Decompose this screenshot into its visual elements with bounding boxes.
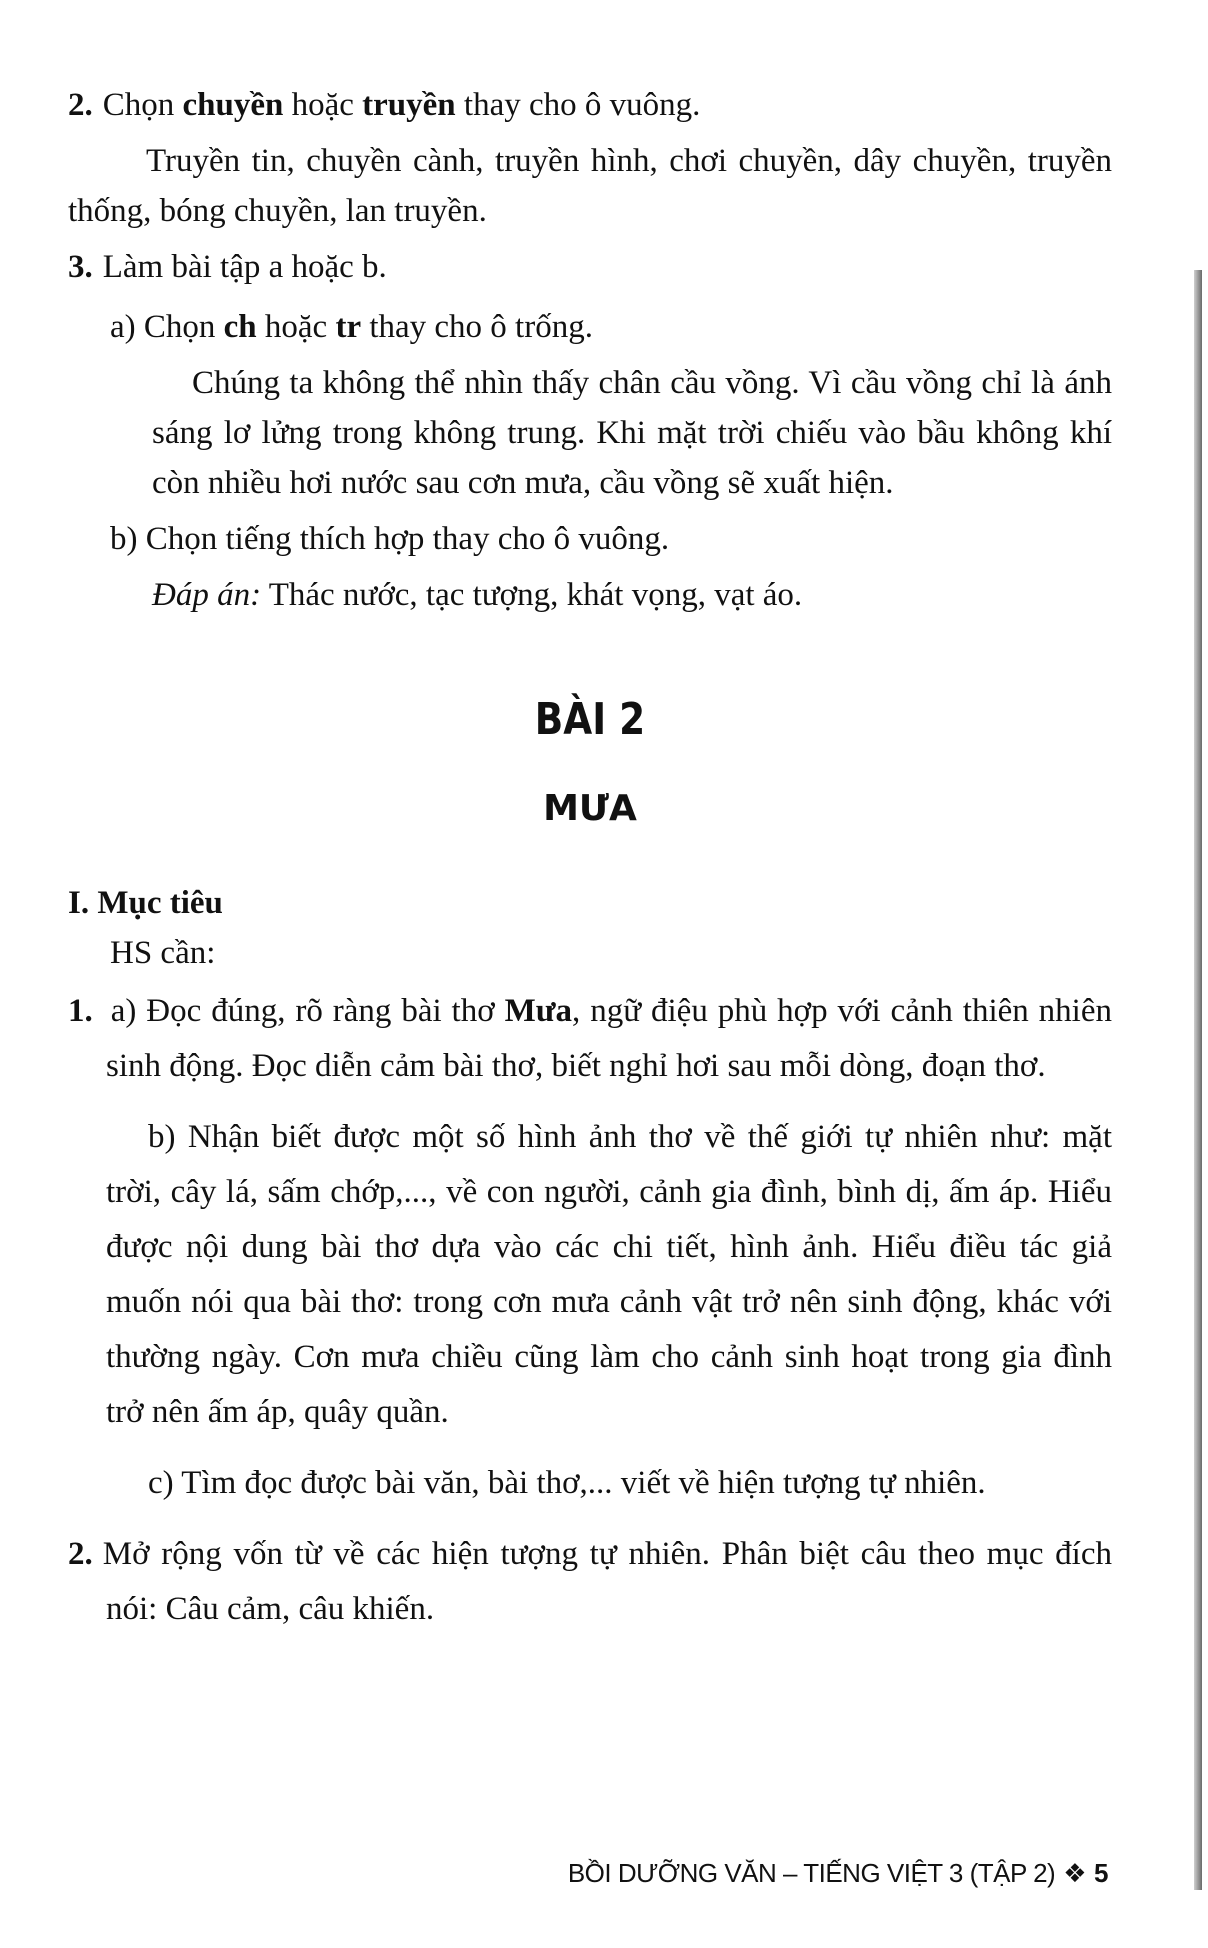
lesson-title: MƯA	[543, 788, 637, 829]
page-footer	[568, 1856, 1108, 1891]
item-3-prompt: 3. Làm bài tập a hoặc b.	[68, 249, 387, 285]
objective-1	[68, 984, 1112, 1511]
item-3a-prompt: a) Chọn ch hoặc tr thay cho ô trống.	[110, 309, 593, 345]
objective-1a: 1. a) Đọc đúng, rõ ràng bài thơ Mưa, ngữ điệu phù hợp với cảnh thiên nhiên sinh động. Đọc diễn cảm bài thơ, biết nghỉ hơi sau mỗi dòng, đoạn thơ.	[68, 993, 1112, 1084]
item-2-prompt: 2. Chọn chuyền hoặc truyền thay cho ô vuông.	[68, 87, 701, 123]
ornament-icon: ❖	[1063, 1859, 1087, 1889]
objectives-intro: HS cần:	[110, 935, 216, 971]
lesson-number: BÀI 2	[534, 694, 646, 745]
page-number: 5	[1094, 1858, 1108, 1888]
page-content	[68, 80, 1112, 1637]
item-3b-prompt: b) Chọn tiếng thích hợp thay cho ô vuông.	[110, 521, 670, 557]
page-edge-shadow	[1194, 270, 1202, 1890]
item-2-body: Truyền tin, chuyền cành, truyền hình, chơi chuyền, dây chuyền, truyền thống, bóng chuyền, lan truyền.	[68, 143, 1112, 229]
item-3b-answer: Đáp án: Thác nước, tạc tượng, khát vọng, vạt áo.	[152, 577, 803, 613]
objective-1c: c) Tìm đọc được bài văn, bài thơ,... viết về hiện tượng tự nhiên.	[148, 1465, 986, 1501]
section-objectives-title: I. Mục tiêu	[68, 885, 223, 921]
footer-book-title: BỒI DƯỠNG VĂN – TIẾNG VIỆT 3 (TẬP 2)	[567, 1858, 1056, 1888]
objective-2: 2. Mở rộng vốn từ về các hiện tượng tự nhiên. Phân biệt câu theo mục đích nói: Câu cảm, câu khiến.	[68, 1536, 1112, 1627]
objective-1b: b) Nhận biết được một số hình ảnh thơ về thế giới tự nhiên như: mặt trời, cây lá, sấm chớp,..., về con người, cảnh gia đình, bình dị, ấm áp. Hiểu được nội dung bài thơ dựa vào các chi tiết, hình ảnh. Hiểu điều tác giả muốn nói qua bài thơ: trong cơn mưa cảnh vật trở nên sinh động, khác với thường ngày. Cơn mưa chiều cũng làm cho cảnh sinh hoạt trong gia đình trở nên ấm áp, quây quần.	[106, 1119, 1112, 1430]
item-3a-body: Chúng ta không thể nhìn thấy chân cầu vồng. Vì cầu vồng chỉ là ánh sáng lơ lửng trong không trung. Khi mặt trời chiếu vào bầu không khí còn nhiều hơi nước sau cơn mưa, cầu vồng sẽ xuất hiện.	[152, 365, 1112, 501]
